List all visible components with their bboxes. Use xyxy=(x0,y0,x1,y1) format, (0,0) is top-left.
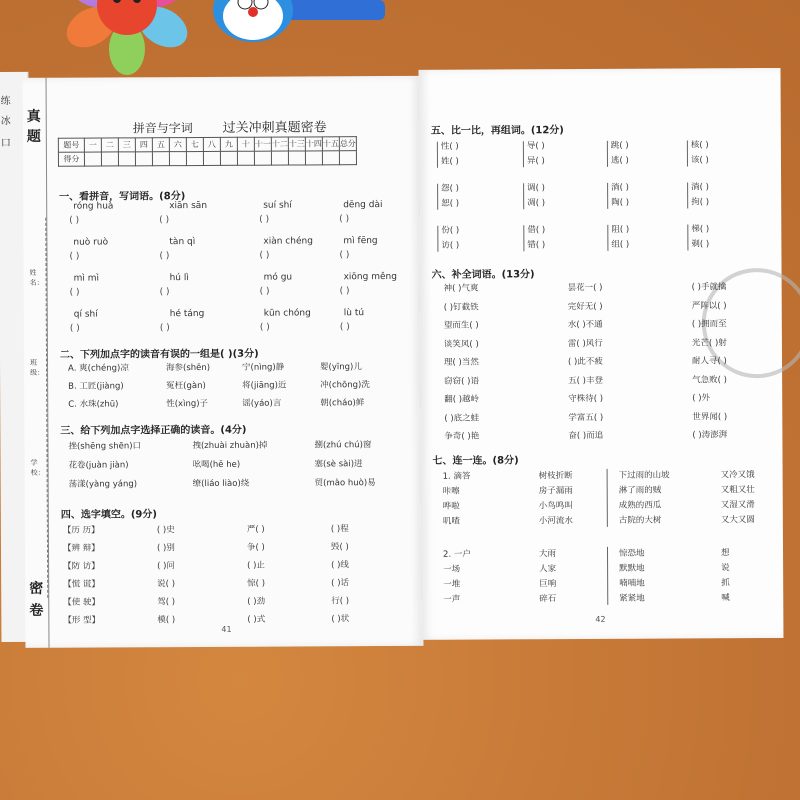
flower-toy-icon xyxy=(52,0,202,80)
fill-blank: 严( ) xyxy=(246,524,265,535)
left-page xyxy=(23,76,424,648)
char-pair-label: 【使 驶】 xyxy=(63,597,101,608)
score-value-row xyxy=(58,151,356,167)
score-header-cell: 十 xyxy=(237,137,254,151)
char-pair-label: 【防 访】 xyxy=(63,561,100,572)
idiom-blank: 神( )气爽 xyxy=(443,283,479,294)
idiom-blank: 奋( )而追 xyxy=(568,430,604,442)
pinyin-prompt: tàn qì xyxy=(169,237,196,248)
idiom-blank: 气急败( ) xyxy=(692,374,727,385)
score-table xyxy=(58,136,357,167)
reading-choice: 缭(liáo liào)绕 xyxy=(192,478,250,490)
compare-word: 访( ) xyxy=(441,240,460,251)
compare-word: 恕( ) xyxy=(441,198,460,209)
idiom-blank: 翻( )越岭 xyxy=(444,394,480,405)
pinyin-prompt: róng huà xyxy=(73,201,114,212)
divider xyxy=(607,469,608,527)
score-header-row xyxy=(58,137,356,153)
idiom-blank: ( )钉截铁 xyxy=(443,302,479,313)
score-header-cell: 四 xyxy=(135,138,152,152)
pronunciation-item: 冲(chōng)洗 xyxy=(320,380,370,391)
score-header-cell: 十一 xyxy=(254,137,271,151)
compare-word: 剃( ) xyxy=(691,239,710,250)
fill-blank: ( )止 xyxy=(247,560,265,571)
idiom-blank: 守株待( ) xyxy=(568,393,604,405)
edge-char: 冰 xyxy=(0,115,11,128)
score-label-cell: 得分 xyxy=(58,152,84,166)
brace-bar xyxy=(523,183,524,209)
score-blank-cell[interactable] xyxy=(339,151,356,165)
pinyin-prompt: hé táng xyxy=(169,308,205,320)
answer-blank: ( ) xyxy=(259,214,270,225)
match-item: 一堆 xyxy=(443,579,461,590)
pronunciation-item: A. 爽(chéng)凉 xyxy=(68,363,129,374)
reading-choice: 贸(mào huò)易 xyxy=(314,478,376,489)
idiom-blank: 完好无( ) xyxy=(567,301,603,312)
answer-blank: ( ) xyxy=(339,214,350,225)
pinyin-prompt: xiōng měng xyxy=(343,271,397,283)
pronunciation-item: 宁(nìng)静 xyxy=(242,362,285,373)
score-blank-cell[interactable] xyxy=(101,152,118,166)
pronunciation-item: 冤枉(gàn) xyxy=(166,380,206,392)
answer-blank: ( ) xyxy=(259,250,270,261)
brace-bar xyxy=(523,225,524,251)
school-label: 学校： xyxy=(30,458,45,477)
section-5-title: 五、比一比，再组词。(12分) xyxy=(430,125,564,137)
brace-bar xyxy=(437,226,438,252)
page-header xyxy=(133,116,327,136)
match-item: 1. 滴答 xyxy=(442,471,471,482)
char-pair-label: 【形 型】 xyxy=(63,615,101,626)
pinyin-prompt: mì fēng xyxy=(343,236,378,247)
answer-blank: ( ) xyxy=(339,322,350,333)
compare-word: 怨( ) xyxy=(441,183,459,194)
idiom-blank: 昙花一( ) xyxy=(567,282,603,294)
fill-blank: 说( ) xyxy=(157,579,176,590)
idiom-blank: 耐人寻( ) xyxy=(691,356,727,367)
brace-bar xyxy=(523,141,524,167)
reading-choice: 吆喝(hē he) xyxy=(192,459,241,471)
answer-blank: ( ) xyxy=(339,250,350,261)
char-pair-label: 【历 历】 xyxy=(62,525,100,536)
compare-word: 份( ) xyxy=(441,225,460,236)
match-item: 下过雨的山坡 xyxy=(618,470,670,481)
pinyin-prompt: kūn chóng xyxy=(263,308,311,319)
idiom-blank: 谈笑风( ) xyxy=(443,339,479,350)
pinyin-prompt: hú lì xyxy=(169,273,189,284)
answer-blank: ( ) xyxy=(159,215,170,226)
section-7-title: 七、连一连。(8分) xyxy=(432,455,519,467)
match-item: 又大又圆 xyxy=(720,515,755,526)
doraemon-toy-icon xyxy=(205,0,325,62)
idiom-blank: 光芒( )射 xyxy=(691,337,727,348)
sidebar-title-char: 真 xyxy=(26,108,41,125)
fill-blank: ( )式 xyxy=(247,614,266,625)
compare-word: 借( ) xyxy=(527,225,546,236)
pronunciation-item: 朝(cháo)鲜 xyxy=(320,398,365,409)
match-item: 碎石 xyxy=(539,594,557,605)
reading-choice: 拽(zhuài zhuàn)掉 xyxy=(192,440,268,452)
idiom-blank: 水( )不通 xyxy=(567,319,603,331)
score-blank-cell[interactable] xyxy=(135,152,152,166)
idiom-blank: ( )外 xyxy=(692,393,711,404)
reading-choice: 捌(zhú chú)窗 xyxy=(314,440,372,451)
reading-choice: 花卷(juàn jiàn) xyxy=(68,460,129,471)
page-number: 41 xyxy=(221,624,232,634)
workbook xyxy=(0,68,784,650)
answer-blank: ( ) xyxy=(339,286,350,297)
score-header-cell: 十五 xyxy=(322,137,339,151)
divider xyxy=(607,547,608,605)
answer-blank: ( ) xyxy=(69,251,80,262)
brace-bar xyxy=(687,140,688,166)
score-header-cell: 九 xyxy=(220,137,237,151)
idiom-blank: ( )底之蛙 xyxy=(444,413,480,424)
idiom-blank: 雷( )风行 xyxy=(567,338,603,349)
idiom-blank: ( )手就擒 xyxy=(691,282,727,293)
idiom-blank: 争奇( )艳 xyxy=(444,431,480,442)
compare-word: 核( ) xyxy=(690,140,709,151)
fill-blank: 惊( ) xyxy=(247,578,266,589)
compare-word: 梯( ) xyxy=(691,224,710,235)
char-pair-label: 【慌 谎】 xyxy=(63,579,100,590)
pinyin-prompt: lù tú xyxy=(343,308,365,319)
match-item: 咔嚓 xyxy=(442,486,460,497)
pinyin-prompt: suí shí xyxy=(263,200,292,211)
compare-word: 组( ) xyxy=(611,239,630,250)
fill-blank: ( )线 xyxy=(331,560,349,571)
score-blank-cell[interactable] xyxy=(220,151,237,165)
pinyin-prompt: qí shí xyxy=(73,309,98,320)
idiom-blank: 学富五( ) xyxy=(568,412,604,423)
idiom-blank: ( )涛澎湃 xyxy=(692,430,728,441)
class-label: 班级： xyxy=(29,358,45,377)
compare-word: 淌( ) xyxy=(691,182,709,193)
reading-choice: 挫(shēng shēn)口 xyxy=(68,441,142,452)
compare-word: 淌( ) xyxy=(611,182,629,193)
pronunciation-item: C. 水珠(zhū) xyxy=(68,399,119,410)
match-item: 成熟的西瓜 xyxy=(618,500,662,511)
pinyin-prompt: xiàn chéng xyxy=(263,236,313,247)
answer-blank: ( ) xyxy=(69,323,80,334)
brace-bar xyxy=(607,141,608,167)
compare-word: 性( ) xyxy=(440,141,459,152)
idiom-blank: ( )此不疲 xyxy=(567,356,603,368)
fill-blank: 驾( ) xyxy=(157,597,176,608)
idiom-blank: 望而生( ) xyxy=(443,320,479,331)
right-page xyxy=(418,68,783,640)
reading-choice: 塞(sè sài)进 xyxy=(314,459,363,470)
name-label: 姓名： xyxy=(29,268,44,287)
pronunciation-item: 海参(shēn) xyxy=(166,362,211,374)
match-item: 说 xyxy=(721,563,730,574)
sidebar-title-char: 题 xyxy=(26,128,41,145)
answer-blank: ( ) xyxy=(159,287,170,298)
fill-blank: 行( ) xyxy=(331,596,350,607)
fill-blank: ( )史 xyxy=(156,525,175,536)
match-item: 古院的大树 xyxy=(618,515,662,526)
score-blank-cell[interactable] xyxy=(322,151,339,165)
score-blank-cell[interactable] xyxy=(152,152,169,166)
pronunciation-item: 谣(yáo)言 xyxy=(242,398,282,409)
pronunciation-item: 婴(yīng)儿 xyxy=(320,362,362,373)
score-blank-cell[interactable] xyxy=(237,151,254,165)
section-1-title: 一、看拼音，写词语。(8分) xyxy=(59,191,186,203)
fill-blank: ( )别 xyxy=(156,543,175,554)
answer-blank: ( ) xyxy=(259,286,270,297)
compare-word: 逃( ) xyxy=(610,155,629,166)
compare-word: 拘( ) xyxy=(691,197,710,208)
brace-bar xyxy=(437,142,438,168)
score-header-cell: 六 xyxy=(169,138,186,152)
score-blank-cell[interactable] xyxy=(118,152,135,166)
score-blank-cell[interactable] xyxy=(169,152,186,166)
pinyin-prompt: dēng dài xyxy=(343,200,383,211)
match-item: 惊恐地 xyxy=(618,548,645,559)
score-header-cell: 十四 xyxy=(305,137,322,151)
score-header-cell: 三 xyxy=(118,138,135,152)
compare-word: 调( ) xyxy=(527,183,545,194)
compare-word: 错( ) xyxy=(527,240,546,251)
compare-word: 陶( ) xyxy=(611,197,630,208)
answer-blank: ( ) xyxy=(159,251,170,262)
edge-char: 练 xyxy=(0,95,11,108)
match-item: 紧紧地 xyxy=(619,593,645,604)
match-item: 又湿又滑 xyxy=(720,500,755,511)
answer-blank: ( ) xyxy=(69,215,80,226)
compare-word: 姓( ) xyxy=(440,156,459,167)
match-item: 小鸟鸣叫 xyxy=(538,501,573,512)
match-item: 抓 xyxy=(721,578,730,589)
score-header-cell: 二 xyxy=(101,138,118,152)
pinyin-prompt: nuò ruò xyxy=(73,237,109,248)
pinyin-prompt: xiān sān xyxy=(169,200,208,212)
reading-choice: 荡漾(yàng yáng) xyxy=(68,479,138,490)
section-6-title: 六、补全词语。(13分) xyxy=(431,269,535,281)
match-item: 喊 xyxy=(721,593,730,604)
pinyin-prompt: mó gu xyxy=(263,272,293,283)
fill-blank: 模( ) xyxy=(157,615,176,626)
match-item: 想 xyxy=(720,548,730,559)
idiom-blank: 窃窃( )语 xyxy=(444,376,479,387)
header-title: 过关冲刺真题密卷 xyxy=(222,120,327,136)
score-header-cell: 十三 xyxy=(288,137,305,151)
compare-word: 跳( ) xyxy=(610,140,629,151)
score-header-cell: 总分 xyxy=(339,137,356,151)
answer-blank: ( ) xyxy=(159,323,170,334)
header-topic: 拼音与字词 xyxy=(132,121,193,136)
match-item: 一声 xyxy=(443,594,461,605)
fill-blank: ( )状 xyxy=(331,614,350,625)
score-blank-cell[interactable] xyxy=(84,152,101,166)
compare-word: 阻( ) xyxy=(611,224,630,235)
fill-blank: ( )劲 xyxy=(247,596,266,607)
match-item: 又冷又饿 xyxy=(720,470,755,481)
answer-blank: ( ) xyxy=(259,322,270,333)
char-pair-label: 【辨 辩】 xyxy=(62,543,100,554)
score-blank-cell[interactable] xyxy=(271,151,288,165)
idiom-blank: 理( )当然 xyxy=(443,357,479,368)
fill-blank: 争( ) xyxy=(246,542,265,553)
match-item: 喃喃地 xyxy=(619,578,645,589)
match-item: 人家 xyxy=(539,564,557,575)
compare-word: 该( ) xyxy=(690,155,709,166)
score-blank-cell[interactable] xyxy=(186,151,203,165)
match-item: 默默地 xyxy=(619,563,645,574)
section-4-title: 四、选字填空。(9分) xyxy=(60,509,157,521)
pinyin-prompt: mì mì xyxy=(73,273,100,284)
idiom-blank: 世界闻( ) xyxy=(692,411,728,422)
match-item: 叽喳 xyxy=(442,516,460,527)
score-header-cell: 十二 xyxy=(271,137,288,151)
sidebar-secret-char: 密 xyxy=(29,580,44,597)
idiom-blank: 五( )丰登 xyxy=(568,375,603,386)
idiom-blank: 严阵以( ) xyxy=(691,300,727,311)
match-item: 又粗又壮 xyxy=(720,485,755,496)
score-blank-cell[interactable] xyxy=(305,151,322,165)
section-2-title: 二、下列加点字的读音有误的一组是( )(3分) xyxy=(59,348,259,361)
pronunciation-item: 性(xìng)子 xyxy=(166,398,209,410)
match-item: 大雨 xyxy=(538,549,557,560)
pronunciation-item: 将(jiāng)近 xyxy=(242,380,287,391)
score-header-cell: 八 xyxy=(203,137,220,151)
score-blank-cell[interactable] xyxy=(254,151,271,165)
brace-bar xyxy=(687,182,688,208)
sidebar-secret-char: 卷 xyxy=(29,602,44,619)
answer-blank: ( ) xyxy=(69,287,80,298)
match-item: 哗啦 xyxy=(442,501,460,512)
compare-word: 凋( ) xyxy=(527,198,546,209)
match-item: 2. 一户 xyxy=(442,549,471,560)
score-blank-cell[interactable] xyxy=(203,151,220,165)
score-header-cell: 一 xyxy=(84,138,101,152)
fill-blank: ( )程 xyxy=(330,524,349,535)
match-item: 房子漏雨 xyxy=(538,486,573,497)
fill-blank: 毁( ) xyxy=(330,542,349,553)
match-item: 巨响 xyxy=(539,579,557,590)
match-item: 淋了雨的贼 xyxy=(618,485,662,496)
pronunciation-item: B. 工匠(jiàng) xyxy=(68,381,124,392)
brace-bar xyxy=(607,225,608,251)
edge-char: 口 xyxy=(0,137,11,150)
score-blank-cell[interactable] xyxy=(288,151,305,165)
match-item: 一场 xyxy=(443,564,461,575)
score-header-cell: 五 xyxy=(152,138,169,152)
brace-bar xyxy=(437,184,438,210)
page-number: 42 xyxy=(595,614,606,624)
score-header-cell: 题号 xyxy=(58,138,84,152)
compare-word: 异( ) xyxy=(526,156,545,167)
match-item: 小河流水 xyxy=(538,516,573,527)
section-3-title: 三、给下列加点字选择正确的读音。(4分) xyxy=(60,424,247,437)
fill-blank: ( )问 xyxy=(157,561,175,572)
score-header-cell: 七 xyxy=(186,137,203,151)
brace-bar xyxy=(687,224,688,250)
brace-bar xyxy=(607,183,608,209)
compare-word: 导( ) xyxy=(526,141,545,152)
idiom-blank: ( )拥而至 xyxy=(691,319,727,330)
fill-blank: ( )话 xyxy=(331,578,350,589)
match-item: 树枝折断 xyxy=(538,471,573,482)
